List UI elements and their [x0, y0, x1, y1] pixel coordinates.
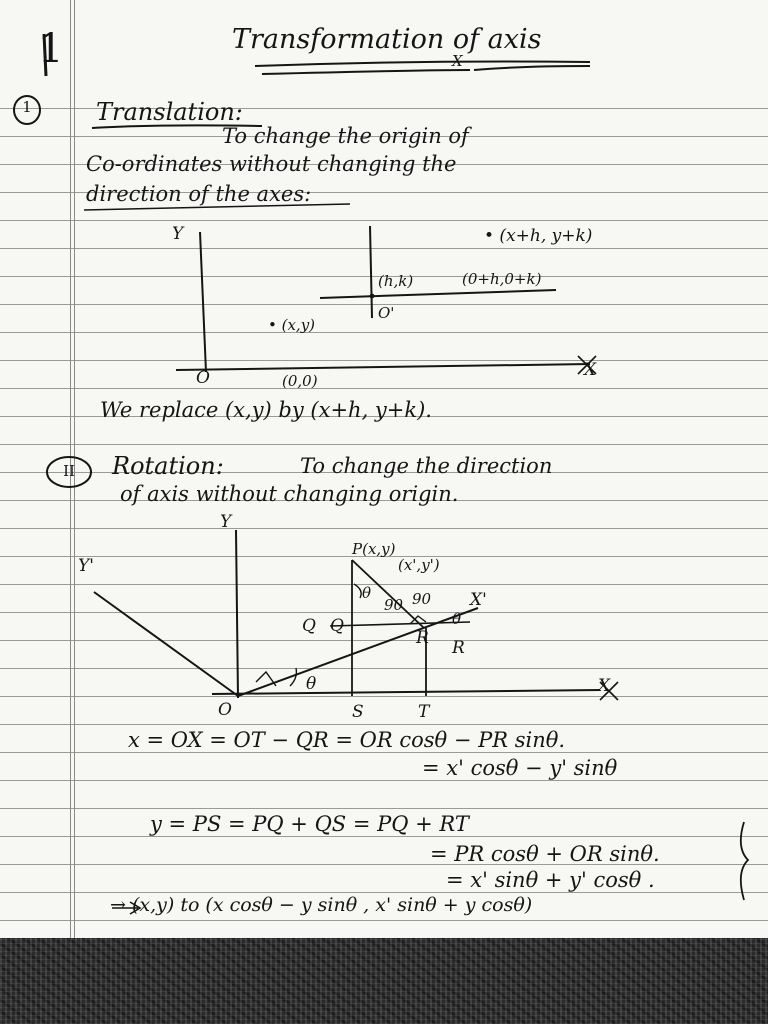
origin-label: O — [218, 700, 232, 720]
equation: = x' sinθ + y' cosθ . — [446, 868, 655, 892]
brace — [741, 822, 748, 900]
statement: We replace (x,y) by (x+h, y+k). — [100, 398, 432, 422]
t-label: T — [418, 702, 430, 722]
r-label: R — [416, 628, 429, 648]
pr-line — [352, 560, 424, 628]
point-p-label: P(x,y) — [352, 540, 396, 558]
new-y-axis — [370, 226, 372, 318]
x-axis-label: X — [584, 360, 597, 380]
angle-label: 90 — [384, 596, 404, 614]
equation: x = OX = OT − QR = OR cosθ − PR sinθ. — [128, 728, 566, 752]
title-underline — [474, 66, 590, 70]
y-axis — [236, 530, 238, 698]
qr-line — [330, 622, 470, 626]
equation: = x' cosθ − y' sinθ — [422, 756, 618, 780]
section-number-circle — [14, 96, 40, 124]
x-axis — [176, 364, 590, 370]
x-axis — [212, 690, 600, 694]
section-number: II — [63, 462, 75, 480]
q-label: Q — [330, 616, 344, 636]
theta-label: θ — [306, 674, 317, 694]
title-mark: X — [452, 52, 463, 70]
point-label: • (x,y) — [268, 316, 316, 334]
text-line: To change the direction — [300, 454, 553, 478]
title-underline — [262, 70, 470, 74]
page-number: 1 — [38, 26, 64, 72]
theta-label: θ — [362, 584, 372, 602]
point-label: • (x+h, y+k) — [484, 226, 593, 246]
section-heading: Rotation: — [112, 452, 224, 480]
heading-underline — [92, 125, 262, 128]
text-line: of axis without changing origin. — [120, 482, 459, 506]
y-axis-label: Y — [220, 512, 232, 532]
angle-arc — [354, 584, 361, 598]
y-prime-axis-label: Y' — [78, 556, 94, 576]
s-label: S — [352, 702, 364, 722]
axis-end-mark — [600, 682, 618, 700]
page-title: Transformation of axis — [232, 24, 542, 55]
x-prime-axis-label: X' — [470, 590, 487, 610]
origin-label: O — [196, 368, 210, 388]
equation: = PR cosθ + OR sinθ. — [430, 842, 660, 866]
theta-label: θ — [452, 610, 462, 628]
point-label: (0+h,0+k) — [462, 270, 542, 288]
text-underline — [84, 204, 350, 210]
new-origin-dot — [370, 294, 375, 299]
torn-page-edge — [0, 938, 768, 1024]
x-axis-label: X — [598, 676, 611, 696]
page-number-stroke — [44, 34, 46, 76]
section-number: 1 — [22, 98, 32, 116]
point-p-prime-label: (x',y') — [398, 556, 440, 574]
y-axis — [200, 232, 206, 372]
text-line: Co-ordinates without changing the — [86, 152, 457, 176]
equation: y = PS = PQ + QS = PQ + RT — [150, 812, 469, 836]
new-origin-label: O' — [378, 304, 395, 322]
text-line: To change the origin of — [222, 124, 469, 148]
angle-label: 90 — [412, 590, 432, 608]
q-label: Q — [302, 616, 316, 636]
y-axis-label: Y — [172, 224, 184, 244]
origin-value: (0,0) — [282, 372, 318, 390]
text-line: direction of the axes: — [86, 182, 312, 206]
y-prime-axis — [94, 592, 238, 696]
new-x-axis — [320, 290, 556, 298]
section-heading: Translation: — [96, 98, 243, 126]
equation: → (x,y) to (x cosθ − y sinθ , x' sinθ + y cosθ) — [110, 894, 533, 916]
section-number-circle — [47, 457, 91, 487]
title-underline — [255, 62, 590, 67]
point-label: (h,k) — [378, 272, 414, 290]
r-label: R — [452, 638, 465, 658]
arrow-icon — [112, 902, 140, 914]
